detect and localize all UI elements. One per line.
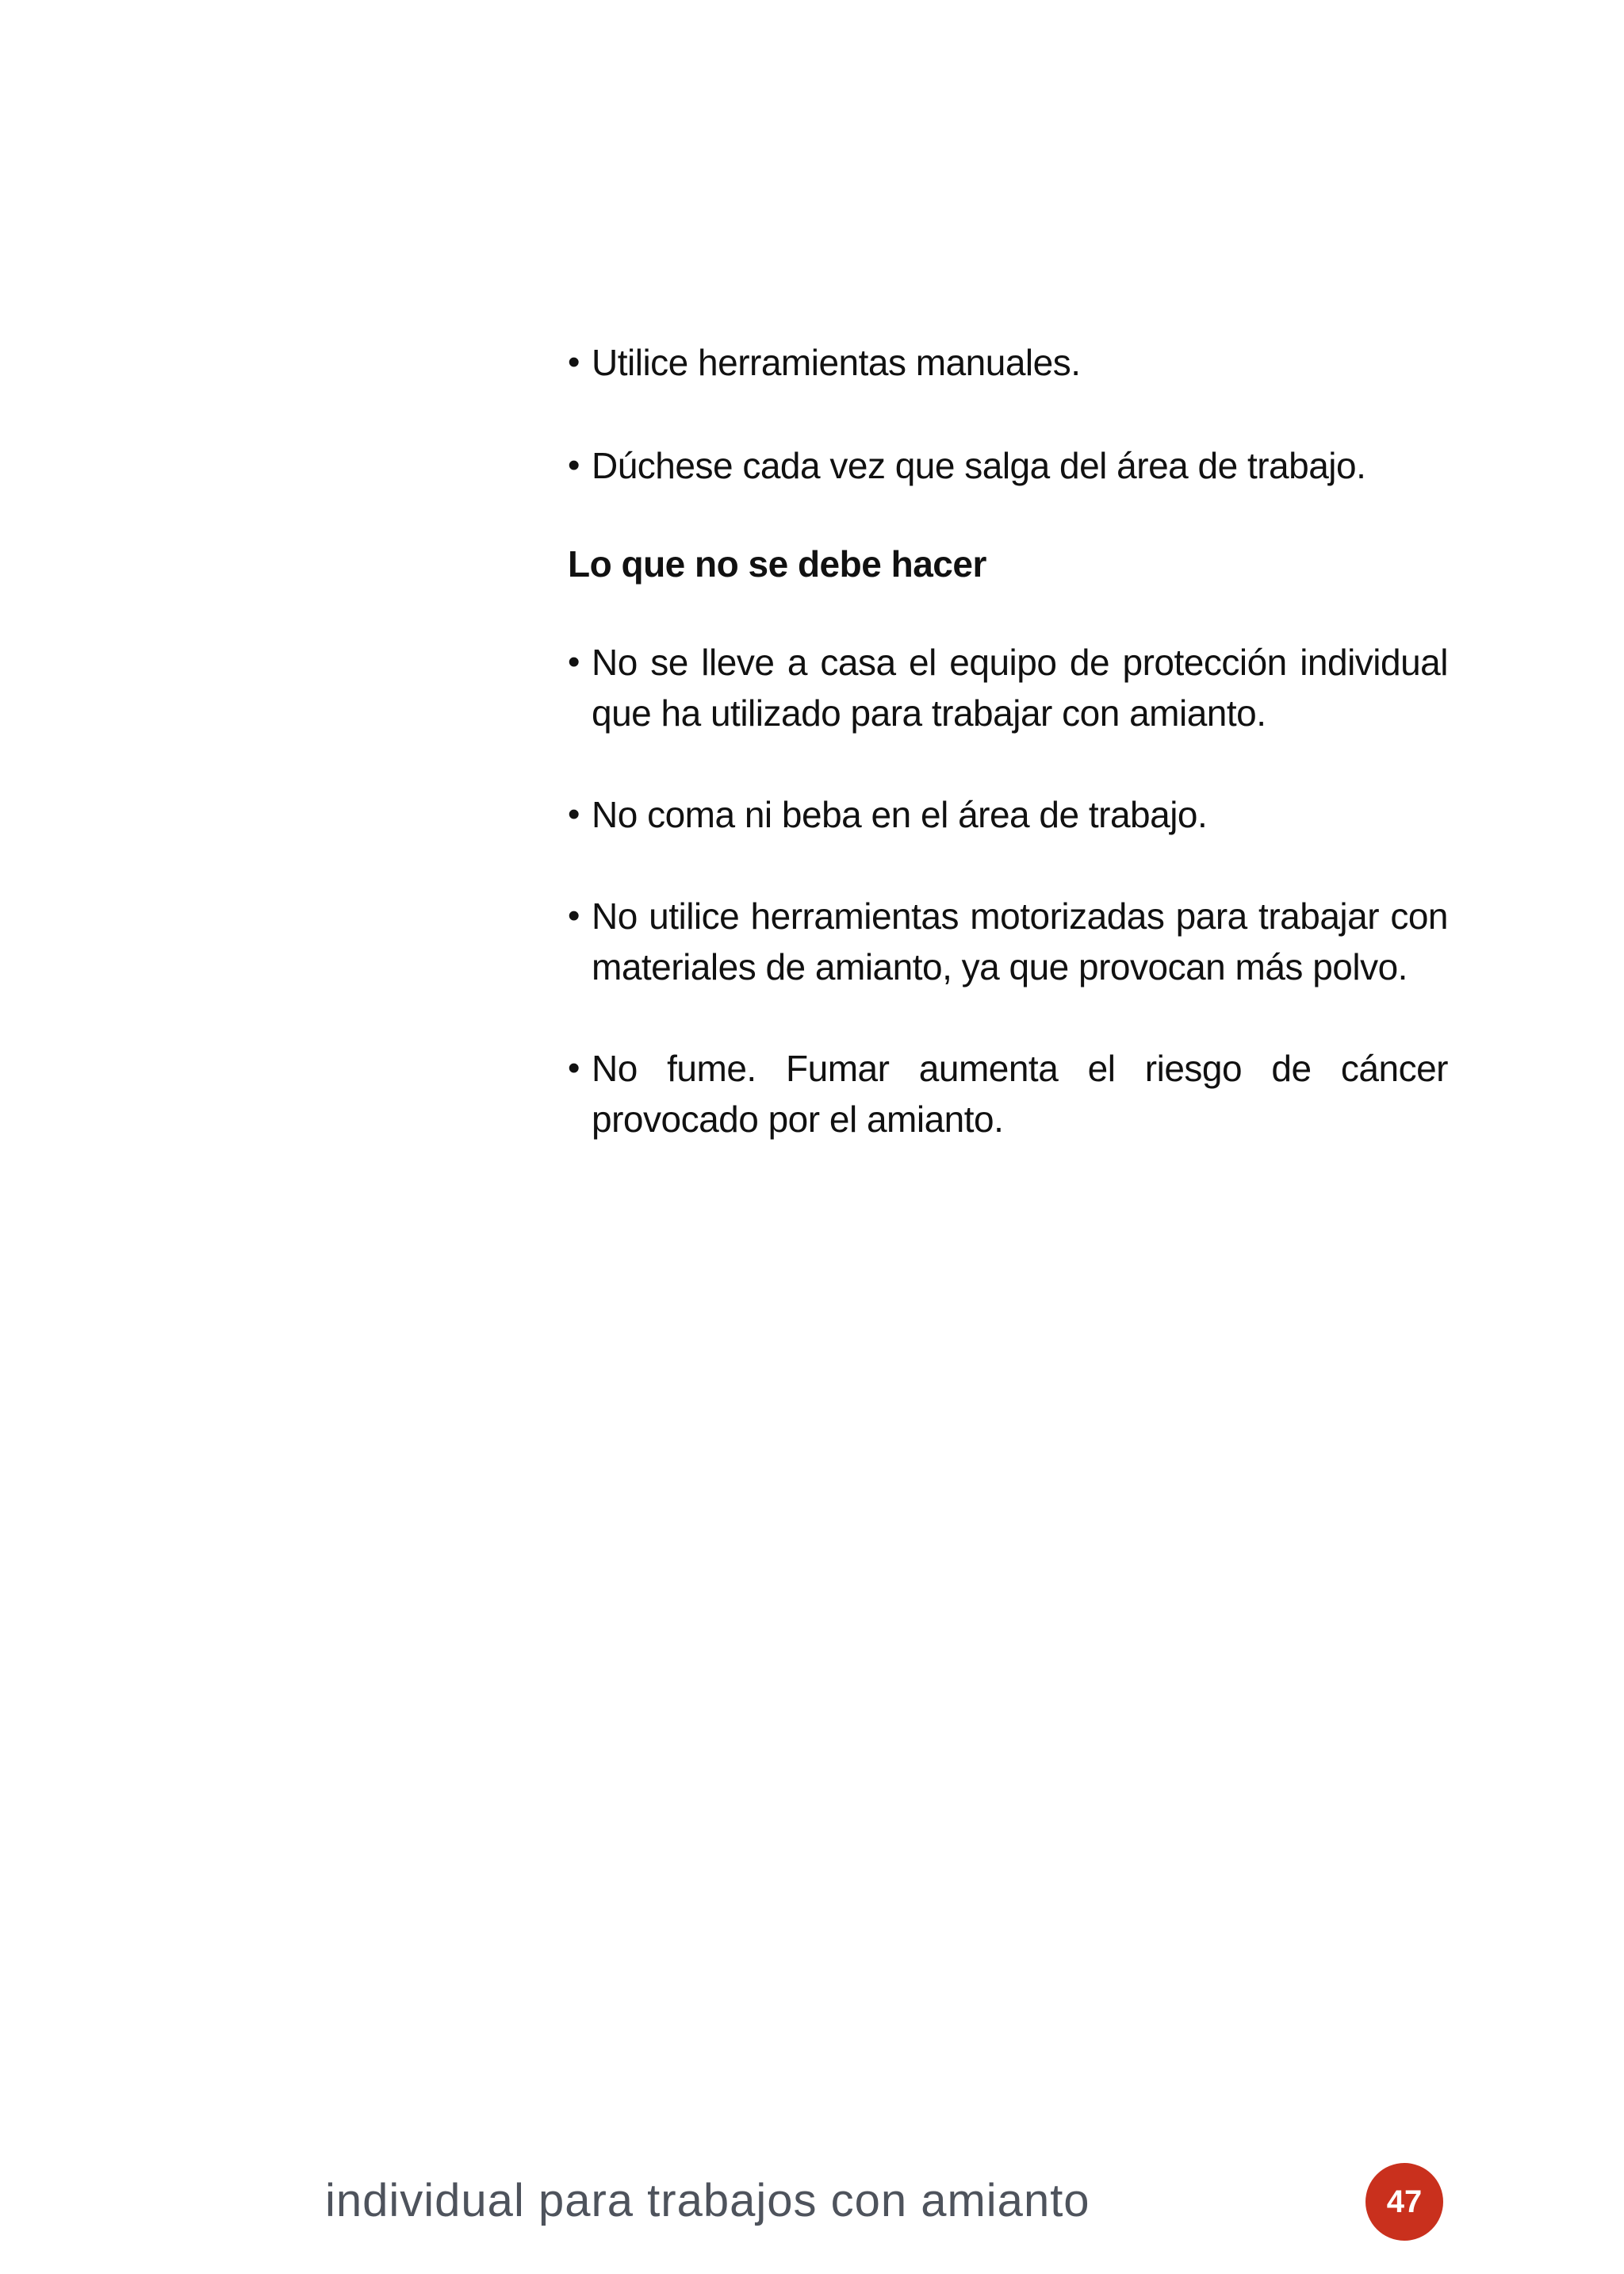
- bullet-item: [568, 337, 1448, 388]
- bullet-text: No coma ni beba en el área de trabajo.: [592, 794, 1208, 835]
- page-number-badge: 47: [1365, 2163, 1443, 2241]
- bullet-dot: •: [568, 446, 580, 485]
- bullet-text: No utilice herramientas motorizadas para trabajar con materiales de amianto, ya que provocan más polvo.: [592, 895, 1448, 987]
- bullet-text: No se lleve a casa el equipo de protección individual que ha utilizado para trabajar con amianto.: [592, 642, 1448, 734]
- bullet-item: [568, 637, 1448, 738]
- bullet-dot: •: [568, 642, 580, 681]
- bullet-text: No fume. Fumar aumenta el riesgo de cáncer provocado por el amianto.: [592, 1048, 1448, 1140]
- bullet-text: Utilice herramientas manuales.: [592, 342, 1081, 383]
- footer-title: individual para trabajos con amianto: [325, 2175, 1090, 2226]
- section-heading: Lo que no se debe hacer: [568, 543, 986, 585]
- bullet-item: [568, 1043, 1448, 1145]
- bullet-dot: •: [568, 343, 580, 382]
- bullet-item: [568, 440, 1448, 491]
- bullet-dot: •: [568, 1049, 580, 1087]
- bullet-dot: •: [568, 896, 580, 935]
- bullet-dot: •: [568, 795, 580, 834]
- bullet-item: [568, 891, 1448, 992]
- main-content: [568, 337, 1448, 1145]
- bullet-text: Dúchese cada vez que salga del área de trabajo.: [592, 445, 1366, 486]
- bullet-item: [568, 789, 1448, 840]
